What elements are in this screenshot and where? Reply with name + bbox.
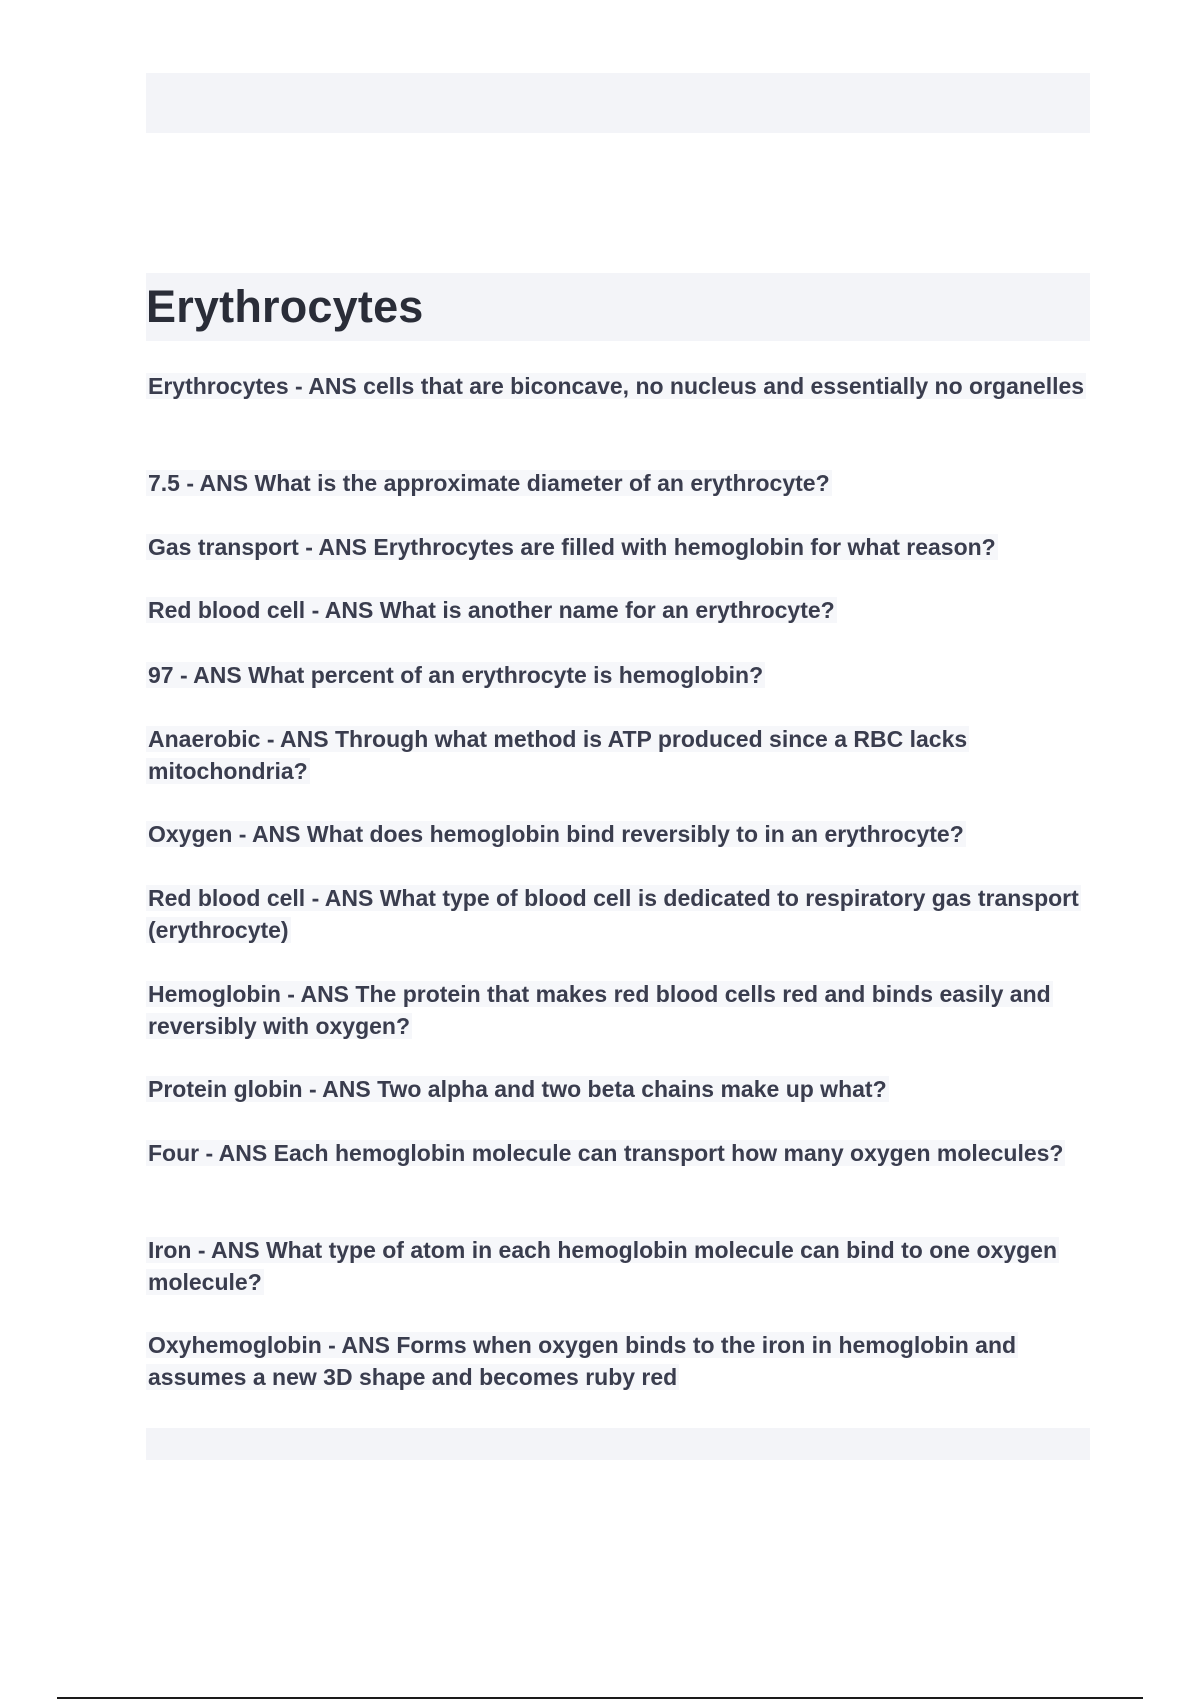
qa-item [146, 467, 1090, 499]
qa-item [146, 723, 1090, 787]
qa-item [146, 370, 1090, 402]
qa-item [146, 531, 1090, 563]
qa-item-text: Oxygen - ANS What does hemoglobin bind reversibly to in an erythrocyte? [148, 821, 964, 847]
qa-item-text: 97 - ANS What percent of an erythrocyte is hemoglobin? [148, 662, 764, 688]
qa-item [146, 882, 1090, 946]
qa-item [146, 1137, 1090, 1169]
header-band [146, 73, 1090, 133]
qa-item-text: Four - ANS Each hemoglobin molecule can transport how many oxygen molecules? [148, 1140, 1064, 1166]
qa-item-text: Red blood cell - ANS What is another name for an erythrocyte? [148, 597, 835, 623]
qa-item [146, 978, 1090, 1042]
qa-item-text: Erythrocytes - ANS cells that are biconcave, no nucleus and essentially no organelles [148, 373, 1085, 399]
qa-item [146, 1073, 1090, 1105]
qa-item-text: Gas transport - ANS Erythrocytes are filled with hemoglobin for what reason? [148, 534, 996, 560]
qa-item-text: Iron - ANS What type of atom in each hemoglobin molecule can bind to one oxygen molecule? [148, 1237, 1057, 1295]
qa-item [146, 659, 1090, 691]
qa-item-text: Protein globin - ANS Two alpha and two beta chains make up what? [148, 1076, 887, 1102]
qa-item-text: 7.5 - ANS What is the approximate diameter of an erythrocyte? [148, 470, 830, 496]
qa-item-text: Oxyhemoglobin - ANS Forms when oxygen binds to the iron in hemoglobin and assumes a new 3D shape and becomes ruby red [148, 1332, 1017, 1390]
qa-item-text: Hemoglobin - ANS The protein that makes red blood cells red and binds easily and reversibly with oxygen? [148, 981, 1051, 1039]
qa-item [146, 1234, 1090, 1298]
page-title: Erythrocytes [146, 281, 424, 332]
bottom-rule [57, 1697, 1143, 1699]
qa-item [146, 1329, 1090, 1393]
qa-item [146, 594, 1090, 626]
qa-item [146, 818, 1090, 850]
qa-item-text: Anaerobic - ANS Through what method is ATP produced since a RBC lacks mitochondria? [148, 726, 968, 784]
footer-band [146, 1428, 1090, 1460]
qa-item-text: Red blood cell - ANS What type of blood cell is dedicated to respiratory gas transport (erythrocyte) [148, 885, 1079, 943]
